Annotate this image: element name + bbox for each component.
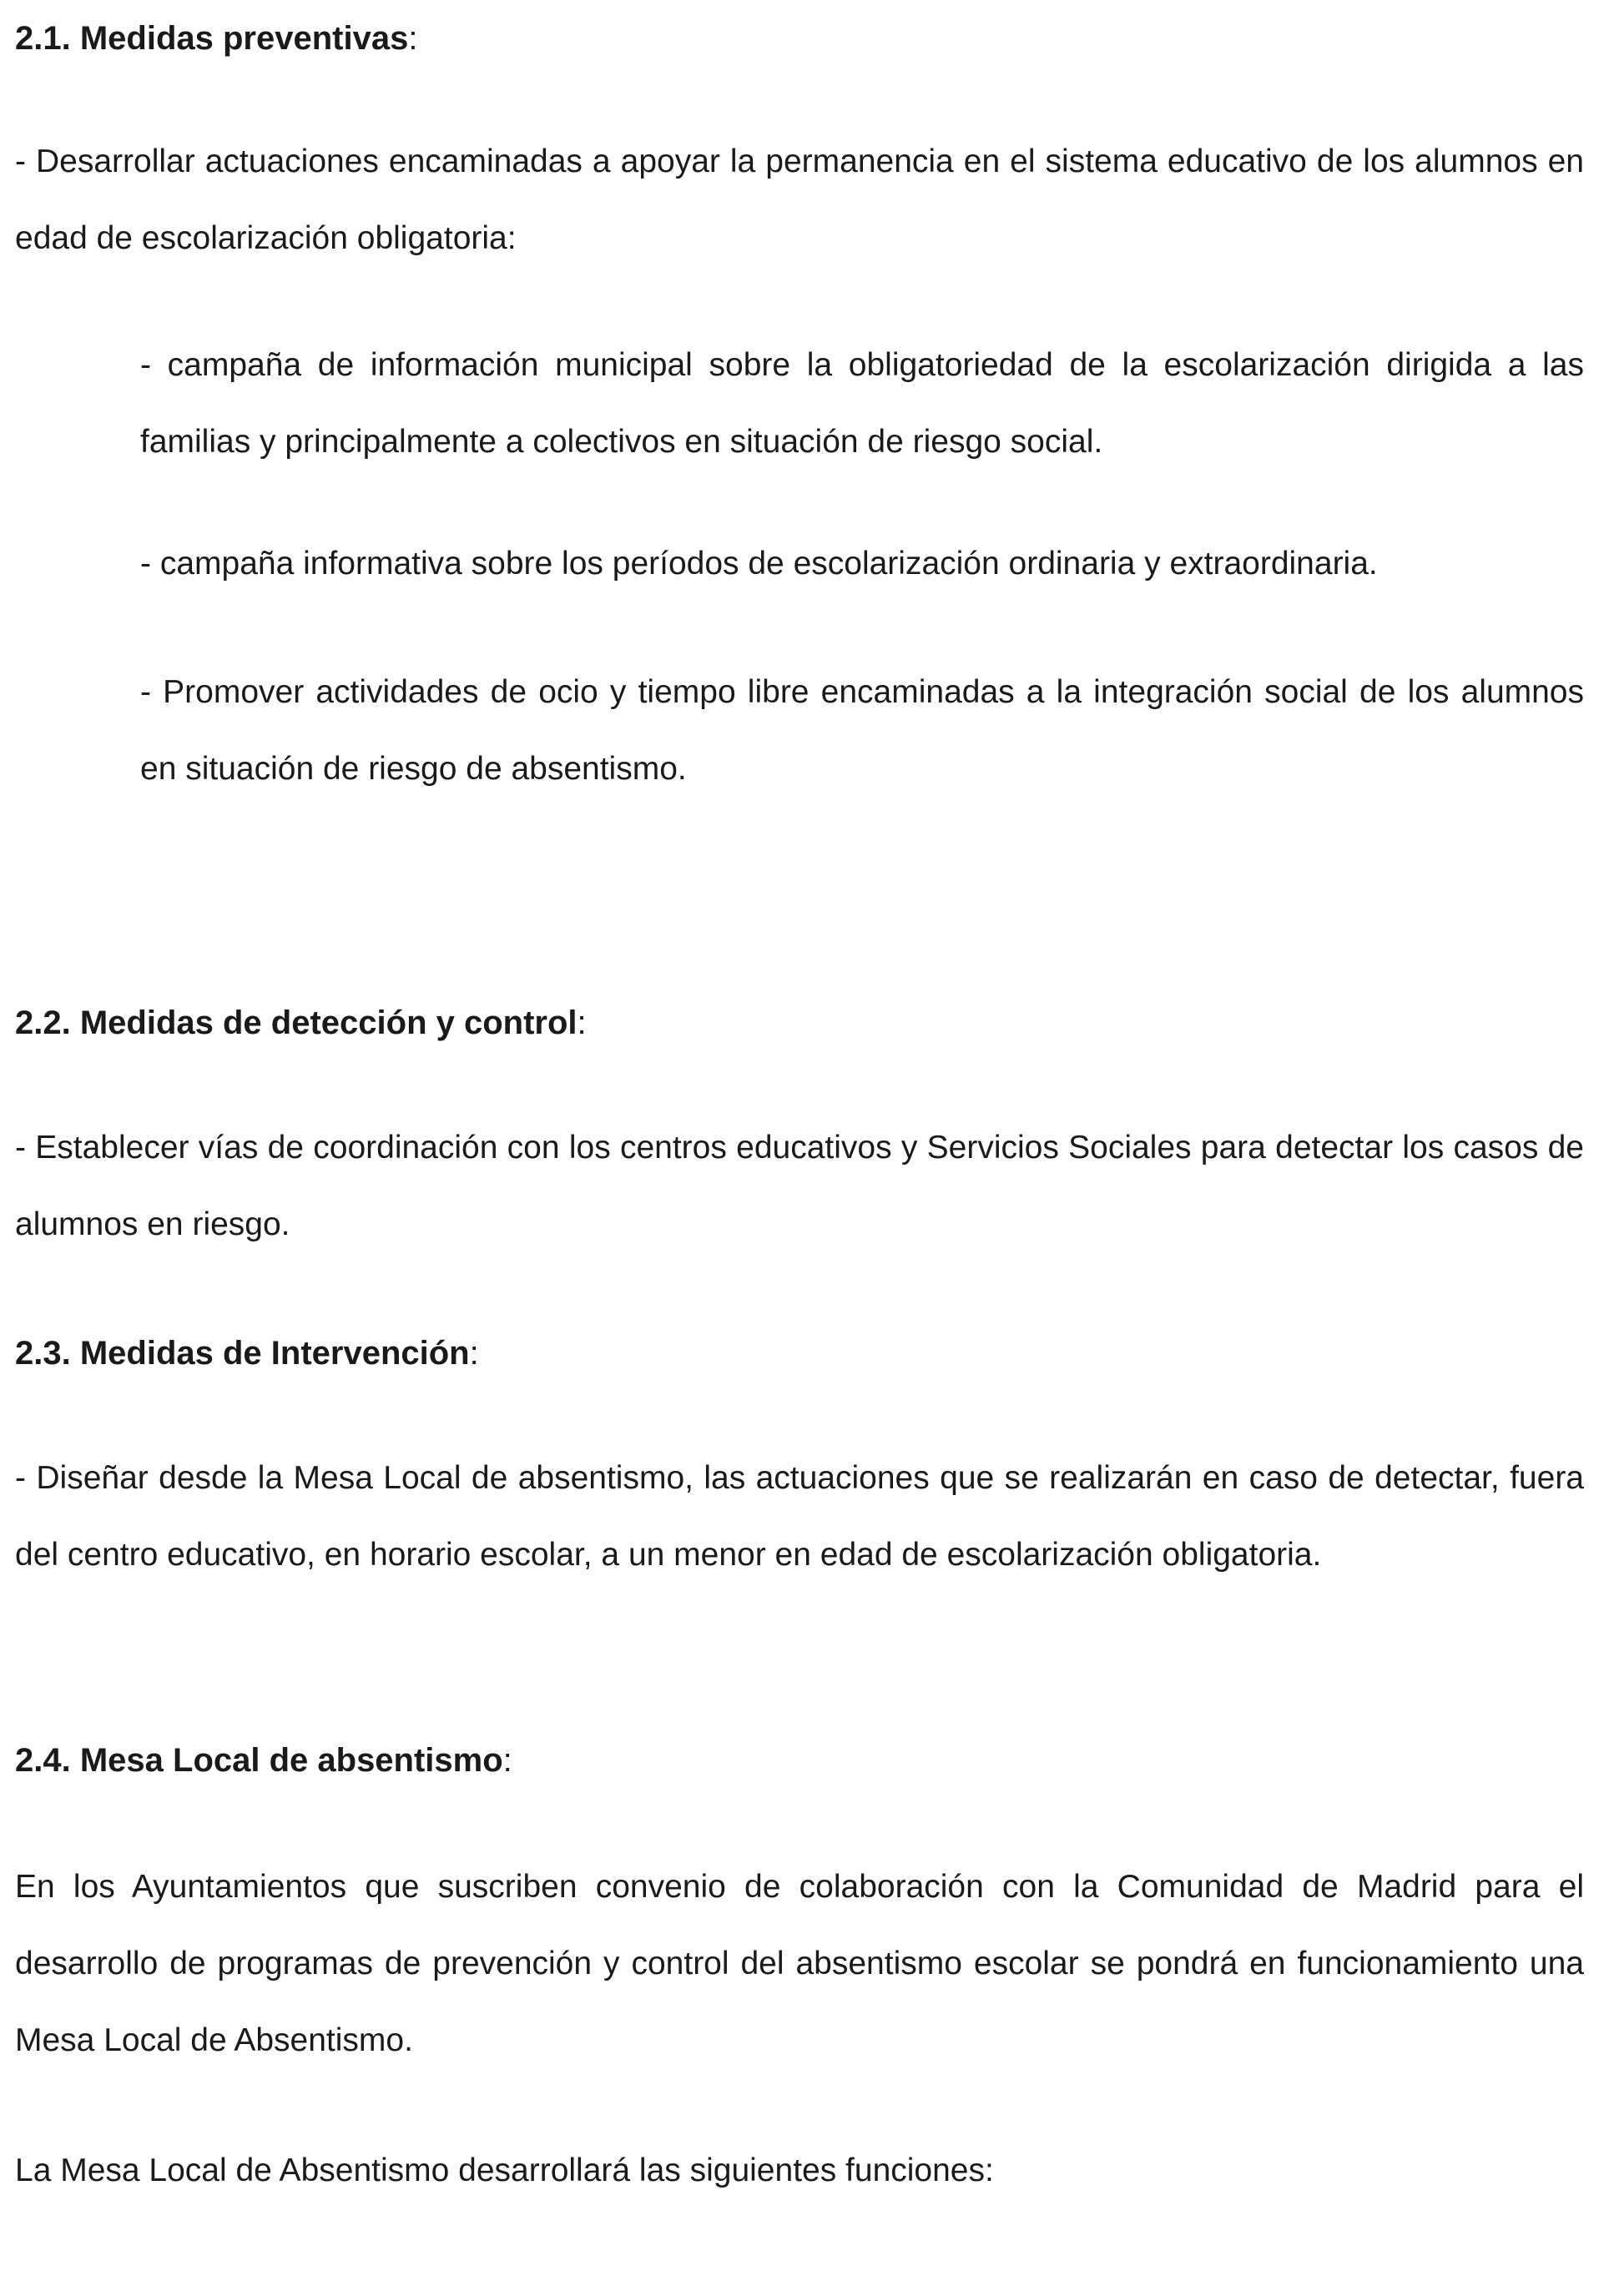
section-2-4-paragraph-2: La Mesa Local de Absentismo desarrollará las siguientes funciones:: [15, 2152, 994, 2188]
section-2-1-title: 2.1. Medidas preventivas: [15, 20, 409, 57]
section-2-1-subitem-1: - campaña de información municipal sobre la obligatoriedad de la escolarización dirigida a las familias y principalmente a colectivos en situación de riesgo social.: [140, 347, 1584, 460]
section-2-1-paragraph: - Desarrollar actuaciones encaminadas a apoyar la permanencia en el sistema educativo de los alumnos en edad de escolarización obligatoria:: [15, 144, 1584, 256]
section-2-2-heading: [15, 984, 1584, 1061]
section-2-1-subitem-2: - campaña informativa sobre los períodos de escolarización ordinaria y extraordinaria.: [140, 546, 1378, 582]
section-2-3-colon: :: [469, 1335, 479, 1372]
section-2-1-heading: [15, 0, 1584, 77]
section-2-4-title: 2.4. Mesa Local de absentismo: [15, 1742, 503, 1779]
section-2-3-paragraph: - Diseñar desde la Mesa Local de absentismo, las actuaciones que se realizarán en caso de detectar, fuera del centro educativo, en horario escolar, a un menor en edad de escolarización obligatoria.: [15, 1460, 1584, 1573]
section-2-2-paragraph: - Establecer vías de coordinación con los centros educativos y Servicios Sociales para detectar los casos de alumnos en riesgo.: [15, 1130, 1584, 1242]
section-2-4-heading: [15, 1722, 1584, 1799]
section-2-1-subitem-3: - Promover actividades de ocio y tiempo libre encaminadas a la integración social de los alumnos en situación de riesgo de absentismo.: [140, 674, 1584, 787]
section-2-2-colon: :: [577, 1004, 587, 1041]
section-2-1-colon: :: [408, 20, 418, 57]
section-2-4-paragraph-1: En los Ayuntamientos que suscriben convenio de colaboración con la Comunidad de Madrid para el desarrollo de programas de prevención y control del absentismo escolar se pondrá en funcionamiento una Mesa Local de Absentismo.: [15, 1869, 1584, 2058]
section-2-3-title: 2.3. Medidas de Intervención: [15, 1335, 470, 1372]
section-2-3-heading: [15, 1315, 1584, 1392]
section-2-2-title: 2.2. Medidas de detección y control: [15, 1004, 578, 1041]
section-2-4-colon: :: [502, 1742, 512, 1779]
